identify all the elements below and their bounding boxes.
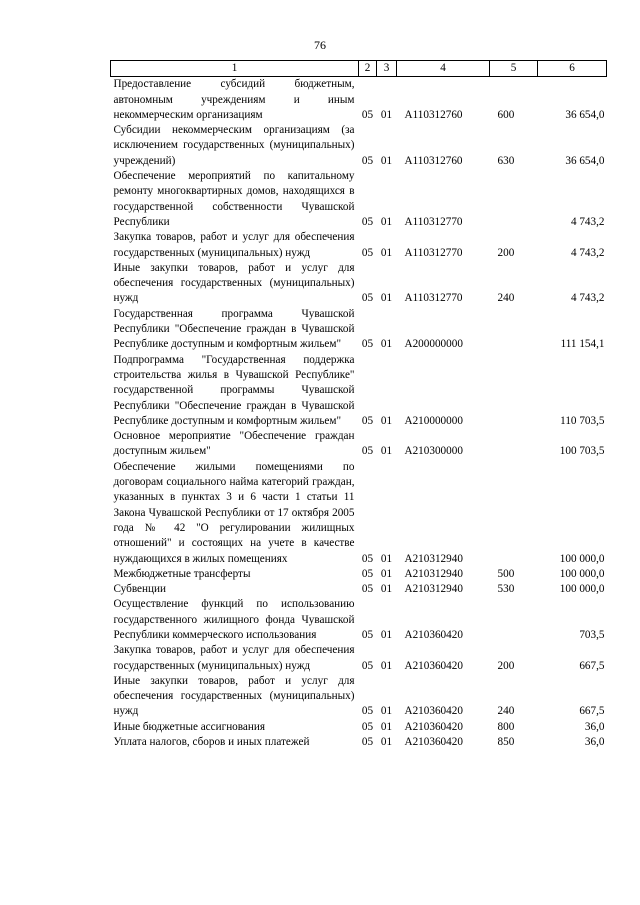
row-section-cell: 05 <box>361 552 374 565</box>
table-row <box>111 720 607 735</box>
row-target-article-cell: А210312940 <box>404 552 463 565</box>
row-amount-cell: 4 743,2 <box>570 246 605 259</box>
row-section-cell: 05 <box>361 659 374 672</box>
table-row <box>111 353 607 429</box>
row-expense-type-cell <box>490 307 538 353</box>
row-expense-type-cell: 630 <box>497 154 515 167</box>
row-expense-type-cell: 850 <box>497 736 515 749</box>
header-col-2: 2 <box>359 61 377 77</box>
row-subsection-cell: 01 <box>380 215 393 228</box>
row-target-article-cell: А210000000 <box>404 414 463 427</box>
row-subsection-cell: 01 <box>380 445 393 458</box>
row-name-cell: Закупка товаров, работ и услуг для обеспечения государственных (муниципальных) нужд <box>113 231 355 259</box>
row-name-cell: Субвенции <box>113 583 166 596</box>
row-section-cell: 05 <box>361 414 374 427</box>
row-target-article-cell: А210300000 <box>404 445 463 458</box>
row-name-cell: Обеспечение жилыми помещениями по договорам социального найма категорий граждан, указанных в пунктах 3 и 6 части 1 статьи 11 Закона Чувашской Республики от 17 октября 2005 года № 42 "О регулировании жилищных отношений" и состоящих на учете в качестве нуждающихся в жилых помещениях <box>113 460 355 565</box>
row-expense-type-cell <box>490 429 538 460</box>
row-expense-type-cell: 800 <box>497 720 515 733</box>
header-col-6: 6 <box>538 61 607 77</box>
row-section-cell: 05 <box>361 154 374 167</box>
row-expense-type-cell <box>490 597 538 643</box>
row-subsection-cell: 01 <box>380 720 393 733</box>
row-section-cell: 05 <box>361 705 374 718</box>
row-expense-type-cell: 600 <box>497 108 515 121</box>
row-expense-type-cell <box>490 169 538 230</box>
row-subsection-cell: 01 <box>380 154 393 167</box>
table-row <box>111 460 607 567</box>
header-col-3: 3 <box>377 61 397 77</box>
row-target-article-cell: А210360420 <box>404 736 463 749</box>
row-amount-cell: 703,5 <box>579 628 605 641</box>
table-row <box>111 674 607 720</box>
row-subsection-cell: 01 <box>380 705 393 718</box>
row-name-cell: Закупка товаров, работ и услуг для обеспечения государственных (муниципальных) нужд <box>113 644 355 672</box>
row-section-cell: 05 <box>361 736 374 749</box>
row-target-article-cell: А210360420 <box>404 705 463 718</box>
row-section-cell: 05 <box>361 292 374 305</box>
row-section-cell: 05 <box>361 628 374 641</box>
table-row <box>111 567 607 582</box>
row-section-cell: 05 <box>361 720 374 733</box>
row-amount-cell: 36,0 <box>584 720 605 733</box>
row-name-cell: Уплата налогов, сборов и иных платежей <box>113 736 310 749</box>
row-amount-cell: 667,5 <box>579 659 605 672</box>
row-name-cell: Межбюджетные трансферты <box>113 567 251 580</box>
row-section-cell: 05 <box>361 338 374 351</box>
row-amount-cell: 36,0 <box>584 736 605 749</box>
page-number: 76 <box>314 38 326 52</box>
row-amount-cell: 100 000,0 <box>559 567 605 580</box>
row-section-cell: 05 <box>361 108 374 121</box>
row-target-article-cell: А200000000 <box>404 338 463 351</box>
row-expense-type-cell: 200 <box>497 659 515 672</box>
table-row <box>111 261 607 307</box>
row-expense-type-cell <box>490 353 538 429</box>
row-target-article-cell: А110312760 <box>404 154 463 167</box>
row-amount-cell: 4 743,2 <box>570 292 605 305</box>
table-row <box>111 123 607 169</box>
row-section-cell: 05 <box>361 583 374 596</box>
row-amount-cell: 110 703,5 <box>560 414 605 427</box>
row-section-cell: 05 <box>361 567 374 580</box>
row-expense-type-cell: 200 <box>497 246 515 259</box>
table-row <box>111 307 607 353</box>
table-row <box>111 643 607 674</box>
row-subsection-cell: 01 <box>380 338 393 351</box>
row-amount-cell: 36 654,0 <box>565 154 605 167</box>
row-amount-cell: 100 703,5 <box>559 445 605 458</box>
row-amount-cell: 36 654,0 <box>565 108 605 121</box>
row-expense-type-cell: 240 <box>497 292 515 305</box>
header-col-4: 4 <box>397 61 490 77</box>
header-col-1: 1 <box>111 61 359 77</box>
table-row <box>111 597 607 643</box>
table-row <box>111 735 607 750</box>
row-name-cell: Иные закупки товаров, работ и услуг для обеспечения государственных (муниципальных) нужд <box>113 261 355 305</box>
row-expense-type-cell: 530 <box>497 583 515 596</box>
row-subsection-cell: 01 <box>380 414 393 427</box>
row-section-cell: 05 <box>361 445 374 458</box>
row-expense-type-cell: 500 <box>497 567 515 580</box>
table-row <box>111 77 607 123</box>
row-name-cell: Предоставление субсидий бюджетным, автономным учреждениям и иным некоммерческим организациям <box>113 78 355 121</box>
header-col-5: 5 <box>490 61 538 77</box>
row-subsection-cell: 01 <box>380 552 393 565</box>
table-row <box>111 230 607 261</box>
row-subsection-cell: 01 <box>380 246 393 259</box>
row-target-article-cell: А110312770 <box>404 292 463 305</box>
row-expense-type-cell: 240 <box>497 705 515 718</box>
row-subsection-cell: 01 <box>380 659 393 672</box>
row-name-cell: Подпрограмма "Государственная поддержка строительства жилья в Чувашской Республике" государственной программы Чувашской Республики "Обеспечение граждан в Чувашской Республике доступным и комфортным жильем" <box>113 353 355 427</box>
row-subsection-cell: 01 <box>380 736 393 749</box>
row-target-article-cell: А210360420 <box>404 659 463 672</box>
row-target-article-cell: А110312770 <box>404 246 463 259</box>
table-row <box>111 169 607 230</box>
row-subsection-cell: 01 <box>380 583 393 596</box>
row-subsection-cell: 01 <box>380 567 393 580</box>
row-amount-cell: 4 743,2 <box>570 215 605 228</box>
row-name-cell: Иные бюджетные ассигнования <box>113 720 265 733</box>
row-subsection-cell: 01 <box>380 108 393 121</box>
row-amount-cell: 111 154,1 <box>560 338 605 351</box>
row-amount-cell: 667,5 <box>579 705 605 718</box>
table-header-row <box>111 61 607 77</box>
row-target-article-cell: А110312760 <box>404 108 463 121</box>
row-name-cell: Иные закупки товаров, работ и услуг для обеспечения государственных (муниципальных) нужд <box>113 674 355 718</box>
row-name-cell: Государственная программа Чувашской Республики "Обеспечение граждан в Чувашской Республике доступным и комфортным жильем" <box>113 307 355 351</box>
row-target-article-cell: А210312940 <box>404 583 463 596</box>
budget-table <box>110 60 607 750</box>
row-subsection-cell: 01 <box>380 628 393 641</box>
row-name-cell: Осуществление функций по использованию государственного жилищного фонда Чувашской Республики коммерческого использования <box>113 598 355 641</box>
row-target-article-cell: А210360420 <box>404 720 463 733</box>
row-section-cell: 05 <box>361 215 374 228</box>
table-row <box>111 582 607 597</box>
row-amount-cell: 100 000,0 <box>559 583 605 596</box>
row-amount-cell: 100 000,0 <box>559 552 605 565</box>
table-row <box>111 429 607 460</box>
row-subsection-cell: 01 <box>380 292 393 305</box>
table-body <box>111 77 607 751</box>
row-name-cell: Обеспечение мероприятий по капитальному ремонту многоквартирных домов, находящихся в государственной собственности Чувашской Республики <box>113 170 355 228</box>
row-name-cell: Субсидии некоммерческим организациям (за исключением государственных (муниципальных) учреждений) <box>113 124 355 167</box>
row-section-cell: 05 <box>361 246 374 259</box>
row-name-cell: Основное мероприятие "Обеспечение граждан доступным жильем" <box>113 430 355 458</box>
row-expense-type-cell <box>490 460 538 567</box>
row-target-article-cell: А210360420 <box>404 628 463 641</box>
row-target-article-cell: А110312770 <box>404 215 463 228</box>
row-target-article-cell: А210312940 <box>404 567 463 580</box>
